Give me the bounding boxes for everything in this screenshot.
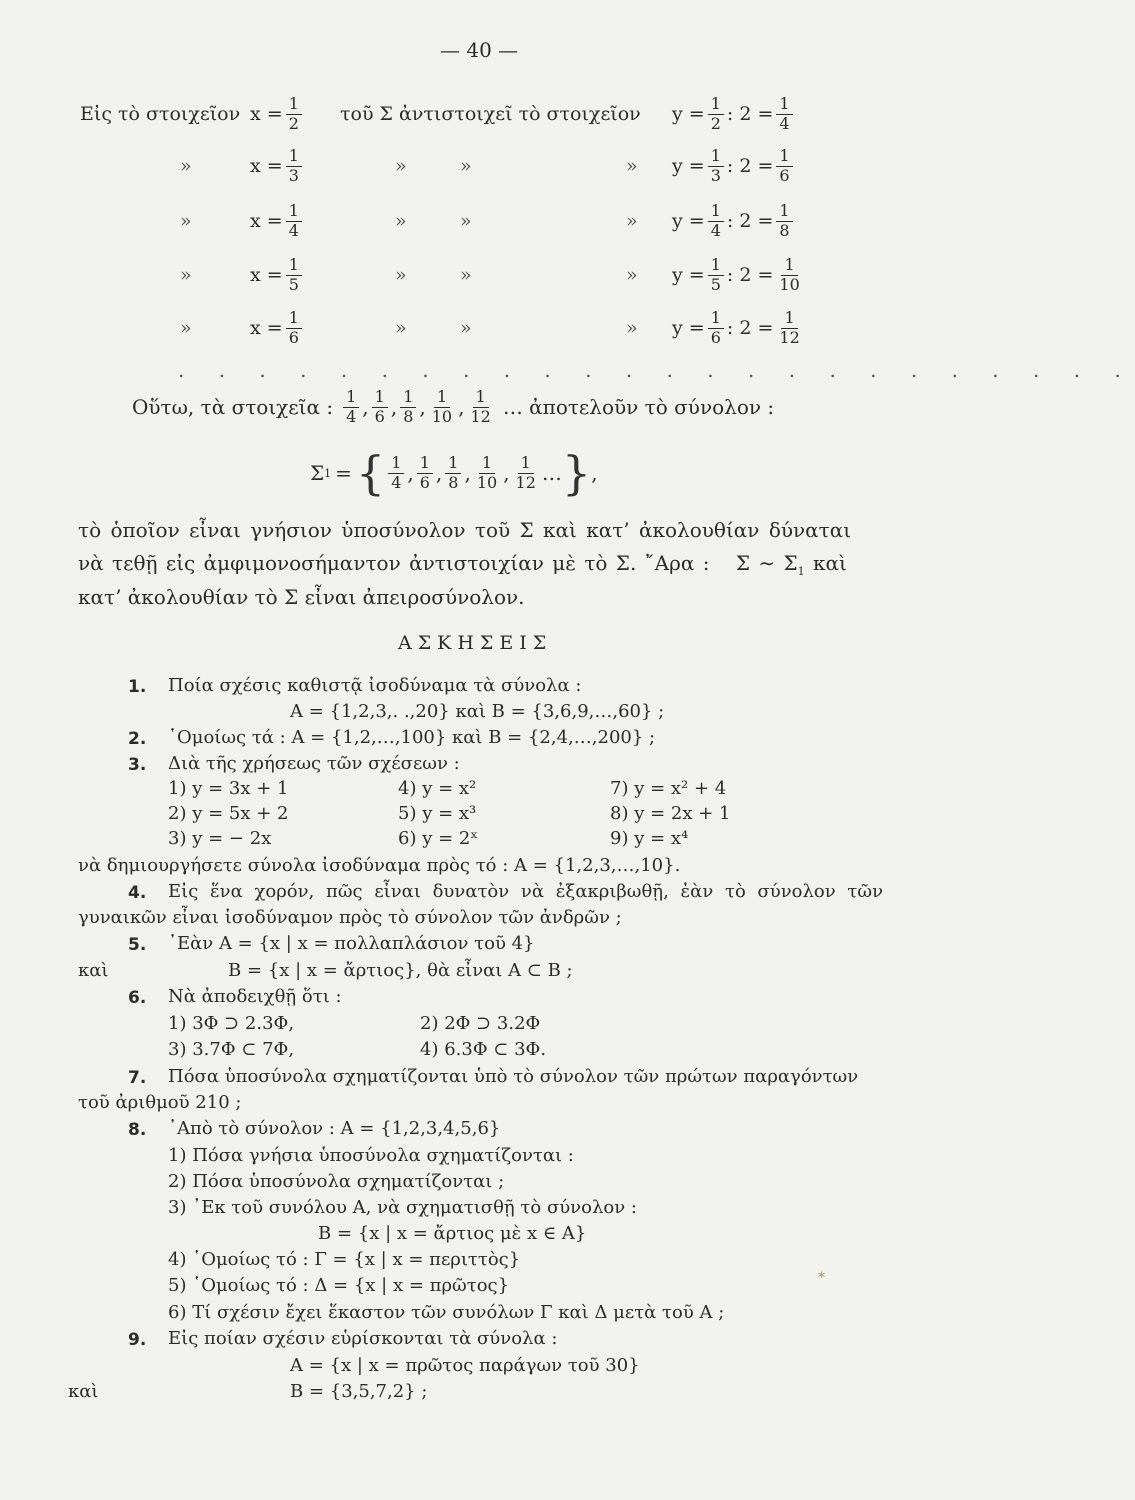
y-prefix: y = xyxy=(672,155,705,177)
conjunction: καὶ xyxy=(68,1381,99,1402)
y-prefix: y = xyxy=(672,210,705,232)
divide-by-two: : 2 = xyxy=(726,317,774,339)
row-mid: τοῦ Σ ἀντιστοιχεῖ τὸ στοιχεῖον xyxy=(340,103,641,125)
ditto-mark: » xyxy=(460,210,472,232)
outo-trail: … ἀποτελοῦν τὸ σύνολον : xyxy=(502,395,775,419)
x-fraction: $\frac{1}{2}$ xyxy=(286,95,302,133)
sigma1-set: Σ 1 = { $\frac{1}{4}$ , $\frac{1}{6}$ , $\frac{1}{8}$ , $\frac{1}{10}$ , $\frac{1}{12}$ … } , xyxy=(310,446,598,500)
y-prefix: y = xyxy=(672,317,705,339)
equivalence-relation: Σ ∼ Σ xyxy=(735,551,798,575)
set-definition: B = {3,5,7,2} ; xyxy=(290,1381,428,1402)
conjunction: καὶ xyxy=(78,960,109,981)
x-prefix: x = xyxy=(250,264,283,286)
result-fraction: $\frac{1}{6}$ xyxy=(776,147,792,185)
divide-by-two: : 2 = xyxy=(726,155,774,177)
exercise-number: 8. xyxy=(128,1120,147,1140)
ditto-mark: » xyxy=(626,264,638,286)
y-fraction: $\frac{1}{6}$ xyxy=(708,309,724,347)
ditto-mark: » xyxy=(626,317,638,339)
exercise-text: νὰ δημιουργήσετε σύνολα ἰσοδύναμα πρὸς τό : A = {1,2,3,…,10}. xyxy=(78,855,681,876)
y-fraction: $\frac{1}{5}$ xyxy=(708,256,724,294)
outo-lead: Οὕτω, τὰ στοιχεῖα : xyxy=(132,395,334,419)
subquestion: 4) ῾Ομοίως τό : Γ = {x | x = περιττὸς} xyxy=(168,1249,521,1270)
ditto-mark: » xyxy=(460,264,472,286)
set-definition: B = {x | x = ἄρτιος μὲ x ∈ A} xyxy=(318,1223,587,1244)
exercise-number: 4. xyxy=(128,883,147,903)
subquestion: 3) ᾿Εκ τοῦ συνόλου A, νὰ σχηματισθῇ τὸ σύνολον : xyxy=(168,1197,637,1218)
exercise-text: τοῦ ἀριθμοῦ 210 ; xyxy=(78,1092,242,1113)
exercise-number: 1. xyxy=(128,677,147,697)
ditto-mark: » xyxy=(395,155,407,177)
exercise-text: γυναικῶν εἶναι ἰσοδύναμον πρὸς τὸ σύνολον τῶν ἀνδρῶν ; xyxy=(78,907,622,928)
correspondence-row xyxy=(0,145,1010,187)
exercise-text: ᾿Απὸ τὸ σύνολον : A = {1,2,3,4,5,6} xyxy=(168,1118,501,1139)
proof-item: 1) 3Φ ⊃ 2.3Φ, xyxy=(168,1013,295,1034)
relation-item: 8) y = 2x + 1 xyxy=(610,803,731,824)
correspondence-row xyxy=(0,307,1010,349)
ditto-mark: » xyxy=(395,210,407,232)
result-fraction: $\frac{1}{4}$ xyxy=(776,95,792,133)
outo-fraction: $\frac{1}{4}$ xyxy=(343,388,359,426)
divide-by-two: : 2 = xyxy=(726,264,774,286)
x-prefix: x = xyxy=(250,103,283,125)
stray-mark: * xyxy=(818,1270,825,1286)
relation-item: 2) y = 5x + 2 xyxy=(168,803,289,824)
exercise-text: Εἰς ποίαν σχέσιν εὑρίσκονται τὰ σύνολα : xyxy=(168,1328,558,1349)
exercise-text: B = {x | x = ἄρτιος}, θὰ εἶναι A ⊂ B ; xyxy=(228,960,573,981)
relation-item: 6) y = 2ˣ xyxy=(398,828,478,849)
y-fraction: $\frac{1}{2}$ xyxy=(708,95,724,133)
y-prefix: y = xyxy=(672,264,705,286)
ditto-mark: » xyxy=(460,317,472,339)
subquestion: 2) Πόσα ὑποσύνολα σχηματίζονται ; xyxy=(168,1171,505,1192)
x-fraction: $\frac{1}{5}$ xyxy=(286,256,302,294)
outo-line: Οὕτω, τὰ στοιχεῖα : $\frac{1}{4}$ , $\frac{1}{6}$ , $\frac{1}{8}$ , $\frac{1}{10}$ , $\frac{1}{12}$ … ἀποτελοῦν τὸ σύνολον : xyxy=(132,387,775,426)
ditto-mark: » xyxy=(626,155,638,177)
exercise-number: 7. xyxy=(128,1068,147,1088)
proof-item: 3) 3.7Φ ⊂ 7Φ, xyxy=(168,1039,295,1060)
y-fraction: $\frac{1}{4}$ xyxy=(708,202,724,240)
left-brace-icon: { xyxy=(355,446,386,500)
set-definition: A = {x | x = πρῶτος παράγων τοῦ 30} xyxy=(290,1355,640,1376)
outo-fraction: $\frac{1}{6}$ xyxy=(372,388,388,426)
paragraph-line-2: νὰ τεθῇ εἰς ἀμφιμονοσήμαντον ἀντιστοιχίαν μὲ τὸ Σ. ῎Αρα : Σ ∼ $\Sigma_1$ καὶ xyxy=(78,551,847,578)
exercise-number: 6. xyxy=(128,988,147,1008)
result-fraction: $\frac{1}{10}$ xyxy=(779,255,800,294)
page-number: — 40 — xyxy=(440,38,519,62)
result-fraction: $\frac{1}{12}$ xyxy=(779,308,800,347)
relation-item: 1) y = 3x + 1 xyxy=(168,778,289,799)
ditto-mark: » xyxy=(180,264,192,286)
sigma-subscript: 1 xyxy=(324,466,332,480)
outo-fraction: $\frac{1}{8}$ xyxy=(400,388,416,426)
relation-item: 9) y = x⁴ xyxy=(610,828,689,849)
right-brace-icon: } xyxy=(561,446,592,500)
x-fraction: $\frac{1}{4}$ xyxy=(286,202,302,240)
exercise-text: Νὰ ἀποδειχθῇ ὅτι : xyxy=(168,986,342,1007)
exercise-number: 5. xyxy=(128,935,147,955)
exercise-text: Εἰς ἕνα χορόν, πῶς εἶναι δυνατὸν νὰ ἐξακριβωθῇ, ἐὰν τὸ σύνολον τῶν xyxy=(168,881,884,902)
relation-item: 5) y = x³ xyxy=(398,803,477,824)
divide-by-two: : 2 = xyxy=(726,103,774,125)
ditto-mark: » xyxy=(180,210,192,232)
x-prefix: x = xyxy=(250,210,283,232)
correspondence-row xyxy=(0,200,1010,242)
ditto-mark: » xyxy=(395,264,407,286)
exercise-text: ᾿Εὰν A = {x | x = πολλαπλάσιον τοῦ 4} xyxy=(168,933,535,954)
proof-item: 4) 6.3Φ ⊂ 3Φ. xyxy=(420,1039,547,1060)
x-fraction: $\frac{1}{6}$ xyxy=(286,309,302,347)
correspondence-row xyxy=(0,254,1010,296)
correspondence-row xyxy=(0,93,1010,135)
exercise-number: 3. xyxy=(128,755,147,775)
relation-item: 3) y = − 2x xyxy=(168,828,272,849)
exercise-text: ῾Ομοίως τά : A = {1,2,…,100} καὶ B = {2,4,…,200} ; xyxy=(168,727,656,748)
x-prefix: x = xyxy=(250,155,283,177)
subquestion: 6) Τί σχέσιν ἔχει ἕκαστον τῶν συνόλων Γ καὶ Δ μετὰ τοῦ A ; xyxy=(168,1302,725,1323)
exercise-text: Διὰ τῆς χρήσεως τῶν σχέσεων : xyxy=(168,753,460,774)
relation-item: 7) y = x² + 4 xyxy=(610,778,727,799)
subquestion: 5) ῾Ομοίως τό : Δ = {x | x = πρῶτος} xyxy=(168,1275,510,1296)
continuation-dots: . . . . . . . . . . . . . . . . . . . . . . . . xyxy=(178,358,1135,382)
exercise-text: Πόσα ὑποσύνολα σχηματίζονται ὑπὸ τὸ σύνολον τῶν πρώτων παραγόντων xyxy=(168,1066,859,1087)
sigma1-fraction: $\frac{1}{10}$ xyxy=(476,453,498,492)
exercise-number: 9. xyxy=(128,1330,147,1350)
ditto-mark: » xyxy=(626,210,638,232)
exercise-number: 2. xyxy=(128,729,147,749)
equals-sign: = xyxy=(335,461,352,485)
ditto-mark: » xyxy=(460,155,472,177)
ditto-mark: » xyxy=(180,155,192,177)
ditto-mark: » xyxy=(180,317,192,339)
divide-by-two: : 2 = xyxy=(726,210,774,232)
sigma1-ellipsis: … xyxy=(541,461,562,485)
relation-item: 4) y = x² xyxy=(398,778,477,799)
sigma1-fraction: $\frac{1}{8}$ xyxy=(445,454,461,492)
proof-item: 2) 2Φ ⊃ 3.2Φ xyxy=(420,1013,541,1034)
x-fraction: $\frac{1}{3}$ xyxy=(286,147,302,185)
exercise-text: Ποία σχέσις καθιστᾷ ἰσοδύναμα τὰ σύνολα : xyxy=(168,675,582,696)
x-prefix: x = xyxy=(250,317,283,339)
row-lead: Εἰς τὸ στοιχεῖον xyxy=(80,103,241,125)
ditto-mark: » xyxy=(395,317,407,339)
y-prefix: y = xyxy=(672,103,705,125)
sigma1-fraction: $\frac{1}{4}$ xyxy=(388,454,404,492)
sigma1-fraction: $\frac{1}{6}$ xyxy=(417,454,433,492)
subquestion: 1) Πόσα γνήσια ὑποσύνολα σχηματίζονται : xyxy=(168,1145,574,1166)
sigma1-fraction: $\frac{1}{12}$ xyxy=(515,453,536,492)
exercise-sets: A = {1,2,3,. .,20} καὶ B = {3,6,9,…,60} ; xyxy=(290,701,665,722)
paragraph-line-3: κατ’ ἀκολουθίαν τὸ Σ εἶναι ἀπειροσύνολον. xyxy=(78,585,525,609)
outo-fraction: $\frac{1}{12}$ xyxy=(470,387,491,426)
sigma-label: Σ xyxy=(310,461,325,485)
paragraph-line-1: τὸ ὁποῖον εἶναι γνήσιον ὑποσύνολον τοῦ Σ καὶ κατ’ ἀκολουθίαν δύναται xyxy=(78,518,852,542)
y-fraction: $\frac{1}{3}$ xyxy=(708,147,724,185)
outo-fraction: $\frac{1}{10}$ xyxy=(431,387,453,426)
result-fraction: $\frac{1}{8}$ xyxy=(776,202,792,240)
exercises-heading: ΑΣΚΗΣΕΙΣ xyxy=(398,632,553,654)
